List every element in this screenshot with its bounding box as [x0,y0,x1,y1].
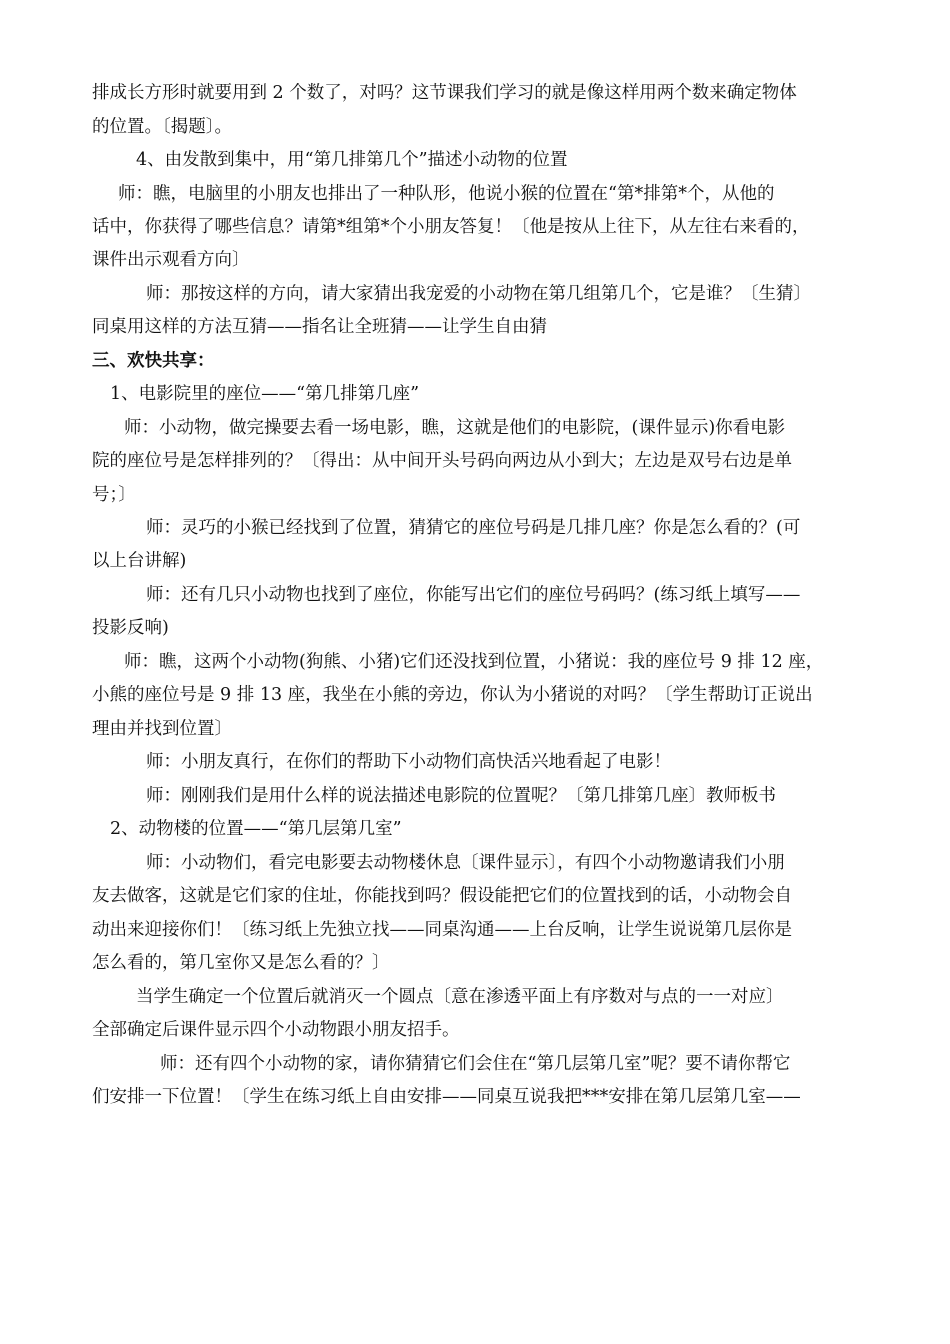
paragraph-line: 理由并找到位置〕 [92,719,232,739]
paragraph-line: 师：那按这样的方向，请大家猜出我宠爱的小动物在第几组第几个，它是谁？〔生猜〕 [146,284,811,304]
paragraph-line: 排成长方形时就要用到 2 个数了，对吗？这节课我们学习的就是像这样用两个数来确定物体 [92,83,797,103]
subsection-heading: 4、由发散到集中，用“第几排第几个”描述小动物的位置 [136,150,568,170]
paragraph-line: 动出来迎接你们！〔练习纸上先独立找——同桌沟通——上台反响，让学生说说第几层你是 [92,920,792,940]
paragraph-line: 投影反响) [92,618,169,638]
section-heading: 三、欢快共享： [92,351,215,371]
paragraph-line: 们安排一下位置！〔学生在练习纸上自由安排——同桌互说我把***安排在第几层第几室—— [92,1087,801,1107]
paragraph-line: 师：小动物，做完操要去看一场电影，瞧，这就是他们的电影院，(课件显示)你看电影 [124,418,786,438]
paragraph-line: 怎么看的，第几室你又是怎么看的？〕 [92,953,390,973]
paragraph-line: 以上台讲解) [92,551,187,571]
paragraph-line: 友去做客，这就是它们家的住址，你能找到吗？假设能把它们的位置找到的话，小动物会自 [92,886,792,906]
paragraph-line: 师：刚刚我们是用什么样的说法描述电影院的位置呢？〔第几排第几座〕教师板书 [146,786,776,806]
paragraph-line: 课件出示观看方向〕 [92,250,250,270]
paragraph-line: 小熊的座位号是 9 排 13 座，我坐在小熊的旁边，你认为小猪说的对吗？〔学生帮助订正说出 [92,685,813,705]
paragraph-line: 师：瞧，电脑里的小朋友也排出了一种队形，他说小猴的位置在“第*排第*个，从他的 [118,184,775,204]
paragraph-line: 师：小朋友真行，在你们的帮助下小动物们高快活兴地看起了电影！ [146,752,671,772]
paragraph-line: 的位置。〔揭题〕。 [92,117,232,137]
paragraph-line: 话中，你获得了哪些信息？请第*组第*个小朋友答复！〔他是按从上往下，从左往右来看的， [92,217,810,237]
paragraph-line: 当学生确定一个位置后就消灭一个圆点〔意在渗透平面上有序数对与点的一一对应〕 [136,987,784,1007]
paragraph-line: 师：还有四个小动物的家，请你猜猜它们会住在“第几层第几室”呢？要不请你帮它 [160,1054,791,1074]
paragraph-line: 师：灵巧的小猴已经找到了位置，猜猜它的座位号码是几排几座？你是怎么看的？(可 [146,518,801,538]
paragraph-line: 院的座位号是怎样排列的？〔得出：从中间开头号码向两边从小到大；左边是双号右边是单 [92,451,792,471]
paragraph-line: 师：还有几只小动物也找到了座位，你能写出它们的座位号码吗？(练习纸上填写—— [146,585,801,605]
paragraph-line: 号；〕 [92,485,136,505]
paragraph-line: 同桌用这样的方法互猜——指名让全班猜——让学生自由猜 [92,317,547,337]
paragraph-line: 全部确定后课件显示四个小动物跟小朋友招手。 [92,1020,460,1040]
paragraph-line: 师：小动物们，看完电影要去动物楼休息〔课件显示〕，有四个小动物邀请我们小朋 [146,853,785,873]
paragraph-line: 师：瞧，这两个小动物(狗熊、小猪)它们还没找到位置，小猪说：我的座位号 9 排 12 座， [124,652,824,672]
subsection-heading: 2、动物楼的位置——“第几层第几室” [110,819,402,839]
subsection-heading: 1、电影院里的座位——“第几排第几座” [110,384,420,404]
